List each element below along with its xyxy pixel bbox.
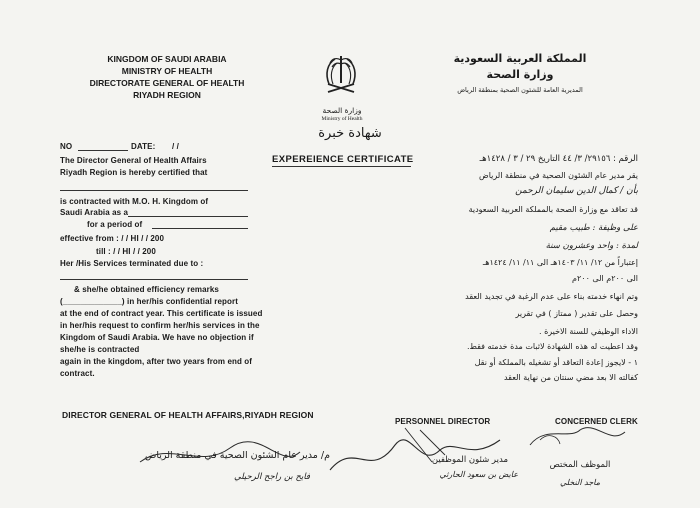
arabic-line-7: الى ٢٠٠م الى ٢٠٠م: [572, 274, 638, 283]
english-para-3: at the end of contract year. This certificate is issued: [60, 309, 263, 318]
header-ministry: MINISTRY OF HEALTH: [121, 66, 213, 76]
pd-signature-icon: [330, 440, 500, 470]
clerk-signature-icon: [530, 428, 625, 445]
arabic-line-10: الاداء الوظيفي للسنة الاخيرة .: [538, 327, 638, 336]
date-field: / /: [172, 142, 179, 151]
english-para-6: she/he is contracted: [60, 345, 140, 354]
dg-signature-icon: [140, 442, 300, 462]
english-para-1: & she/he obtained efficiency remarks: [74, 285, 219, 294]
sig-dg-name-ar: فايح بن راجح الرحيلي: [233, 472, 310, 482]
arabic-line-13: كفالته الا بعد مضي سنتان من نهاية العقد: [503, 373, 638, 382]
english-line-3: is contracted with M.O. H. Kingdom of: [60, 197, 209, 206]
sig-clerk-title-ar: الموظف المختص: [549, 460, 611, 470]
arabic-line-9: وحصل على تقدير ( ممتاز ) في تقرير: [515, 309, 638, 318]
sig-label-director-general: DIRECTOR GENERAL OF HEALTH AFFAIRS,RIYADH REGION: [62, 410, 314, 420]
sig-dg-title-ar: م/ مدير عام الشئون الصحية في منطقة الرياض: [144, 450, 330, 461]
pd-signature-stroke-icon: [405, 428, 445, 462]
emblem-english-caption: Ministry of Health: [321, 116, 363, 122]
english-line-7: till : / / HI / / 200: [96, 247, 156, 256]
clerk-initial-icon: [540, 436, 560, 444]
arabic-line-8: وتم انهاء خدمته بناء على عدم الرغبة في تجديد العقد: [465, 292, 638, 301]
english-para-7: again in the kingdom, after two years from end of: [60, 357, 253, 366]
arabic-line-12: ١ - لايجوز إعادة التعاقد أو تشغيله بالمملكة أو نقل: [474, 358, 638, 367]
header-directorate: DIRECTORATE GENERAL OF HEALTH: [89, 78, 245, 88]
sig-pd-title-ar: مدير شئون الموظفين: [431, 455, 508, 465]
header-kingdom: KINGDOM OF SAUDI ARABIA: [107, 54, 227, 64]
arabic-line-6: إعتباراً من ١٢/ ١١/ ١٤٠٣هـ الى ١١/ ١١/ ١٤٢٤هـ: [482, 258, 638, 267]
header-ar-ministry: وزارة الصحة: [486, 68, 554, 81]
english-para-2: (_____________) in her/his confidential report: [60, 297, 239, 306]
date-label: DATE:: [131, 142, 156, 151]
header-region: RIYADH REGION: [133, 90, 201, 100]
sig-pd-name-ar: عايض بن سعود الحارثي: [439, 470, 518, 479]
english-line-2: Riyadh Region is hereby certified that: [60, 168, 208, 177]
english-para-5: Kingdom of Saudi Arabia. We have no objection if: [60, 333, 254, 342]
sig-clerk-name-ar: ماجد النخلي: [560, 478, 600, 487]
english-line-1: The Director General of Health Affairs: [60, 156, 207, 165]
english-line-4: Saudi Arabia as a: [60, 208, 129, 217]
english-line-6: effective from : / / HI / / 200: [60, 234, 165, 243]
english-para-4: in her/his request to confirm her/his services in the: [60, 321, 260, 330]
arabic-line-5: لمدة : واحد وعشرون سنة: [545, 241, 638, 251]
arabic-line-2: بأن / كمال الدين سليمان الرحمن: [515, 186, 638, 196]
title-english: EXPEREIENCE CERTIFICATE: [272, 154, 414, 165]
arabic-ref: الرقم : ٢٩١٥٦/ ٣/ ٤٤ التاريخ ٢٩ / ٣ / ١٤٢٨هـ: [479, 154, 638, 164]
sig-label-concerned-clerk: CONCERNED CLERK: [555, 417, 638, 426]
header-ar-directorate: المديرية العامة للشئون الصحية بمنطقة الرياض: [457, 86, 583, 94]
arabic-line-4: على وظيفة : طبيب مقيم: [549, 223, 638, 233]
english-line-8: Her /His Services terminated due to :: [60, 259, 204, 268]
arabic-line-11: وقد اعطيت له هذه الشهادة لاثبات مدة خدمته فقط.: [466, 342, 638, 351]
sig-label-personnel-director: PERSONNEL DIRECTOR: [395, 417, 491, 426]
english-line-5: for a period of: [87, 220, 143, 229]
emblem-arabic-caption: وزارة الصحة: [322, 106, 362, 115]
title-arabic: شهادة خبرة: [318, 126, 382, 141]
english-para-8: contract.: [60, 369, 95, 378]
no-label: NO: [60, 142, 73, 151]
arabic-line-3: قد تعاقد مع وزارة الصحة بالمملكة العربية السعودية: [468, 205, 638, 214]
arabic-line-1: يقر مدير عام الشئون الصحية في منطقة الرياض: [479, 171, 638, 180]
header-ar-kingdom: المملكة العربية السعودية: [453, 52, 587, 65]
